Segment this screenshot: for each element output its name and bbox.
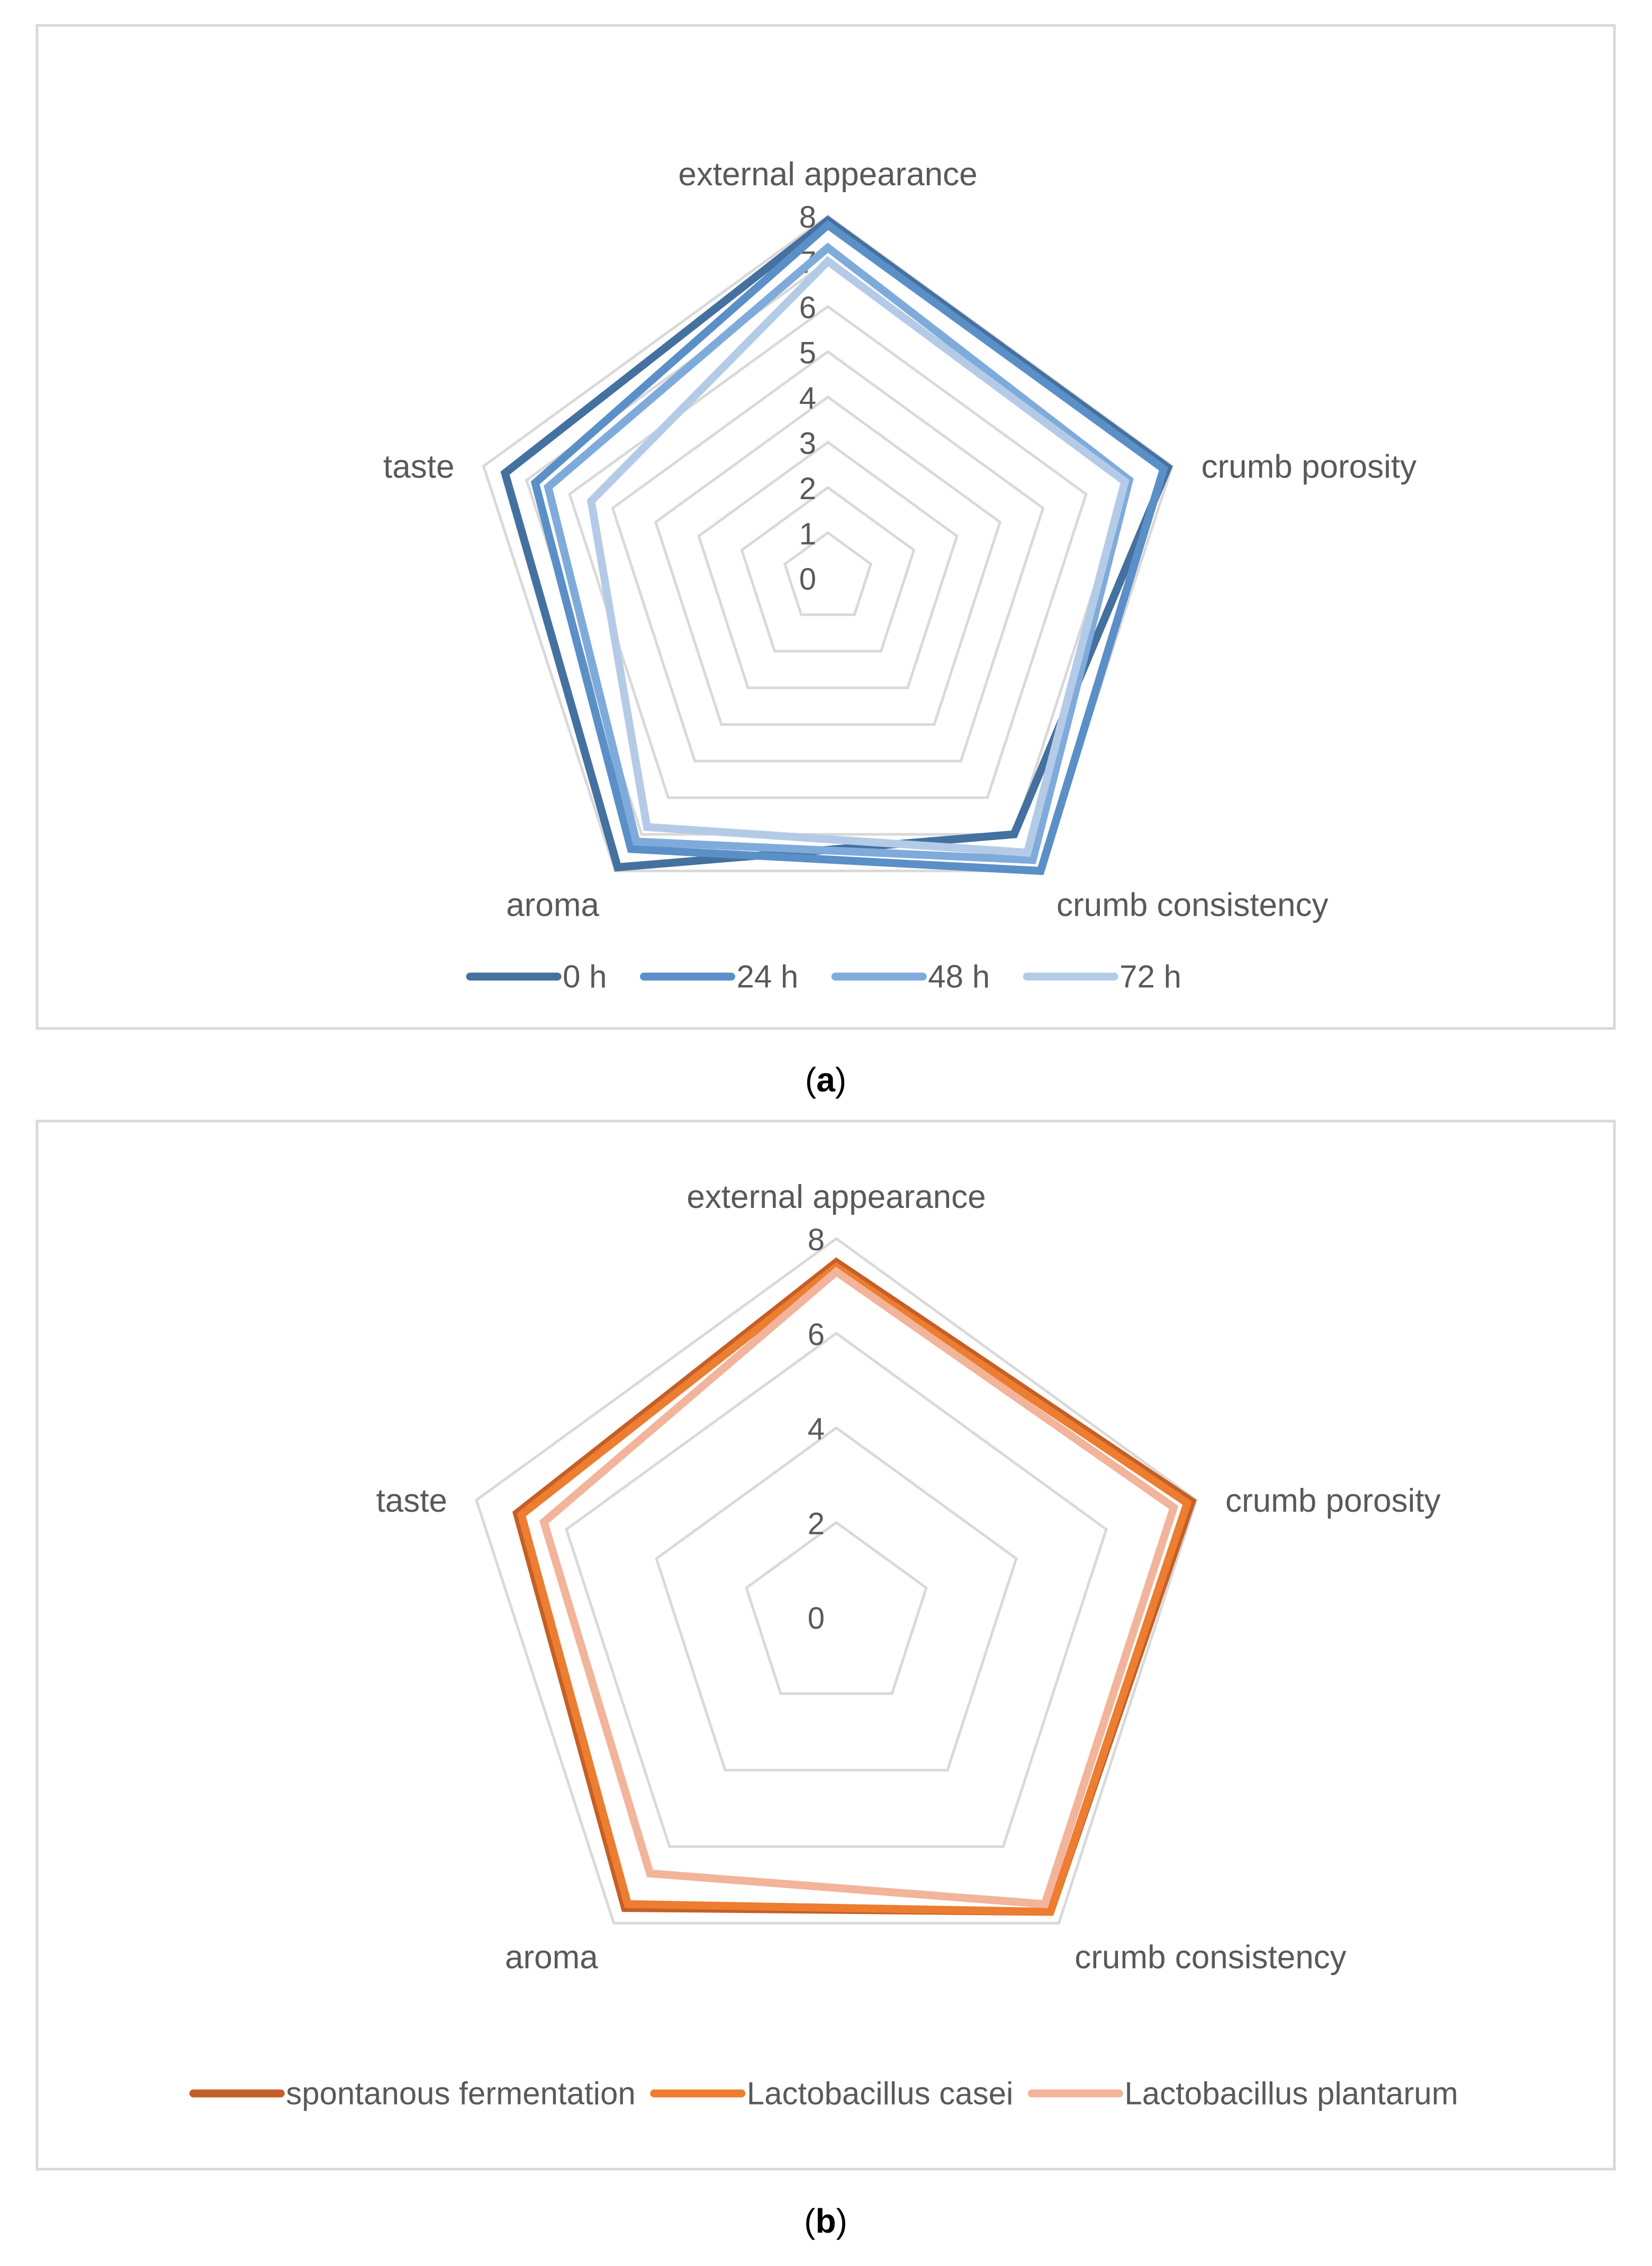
- tick-label: 7: [799, 245, 816, 280]
- panel-b-caption: (b): [804, 2202, 847, 2240]
- legend-label: 48 h: [928, 959, 990, 995]
- legend-label: Lactobacillus plantarum: [1124, 2075, 1458, 2111]
- axis-label: crumb consistency: [1057, 887, 1329, 924]
- axis-label: external appearance: [678, 156, 978, 193]
- tick-label: 4: [799, 381, 816, 416]
- panel-b: [37, 1121, 1614, 2240]
- tick-label: 2: [799, 472, 816, 506]
- axis-label: external appearance: [687, 1179, 986, 1215]
- tick-label: 2: [807, 1506, 825, 1541]
- panel-a-caption: (a): [805, 1061, 847, 1099]
- tick-label: 6: [799, 291, 816, 325]
- axis-label: aroma: [504, 1939, 598, 1976]
- legend-label: 0 h: [563, 959, 607, 995]
- tick-label: 6: [807, 1317, 825, 1352]
- axis-label: aroma: [506, 887, 599, 924]
- tick-label: 4: [807, 1412, 825, 1447]
- axis-label: crumb consistency: [1075, 1939, 1347, 1976]
- legend-label: spontanous fermentation: [286, 2075, 636, 2111]
- tick-label: 0: [807, 1601, 825, 1636]
- tick-label: 1: [799, 517, 816, 552]
- axis-label: taste: [376, 1483, 447, 1520]
- panel-a: [37, 25, 1614, 1099]
- tick-label: 5: [799, 336, 816, 371]
- legend-label: 24 h: [736, 959, 799, 995]
- legend: [193, 2076, 1458, 2111]
- tick-label: 8: [807, 1223, 825, 1257]
- tick-label: 0: [799, 562, 816, 597]
- tick-label: 3: [799, 426, 816, 461]
- axis-label: taste: [383, 448, 455, 485]
- legend-label: Lactobacillus casei: [746, 2075, 1014, 2111]
- axis-label: crumb porosity: [1201, 448, 1417, 485]
- axis-label: crumb porosity: [1225, 1483, 1441, 1520]
- legend-label: 72 h: [1120, 959, 1181, 995]
- tick-label: 8: [799, 200, 816, 234]
